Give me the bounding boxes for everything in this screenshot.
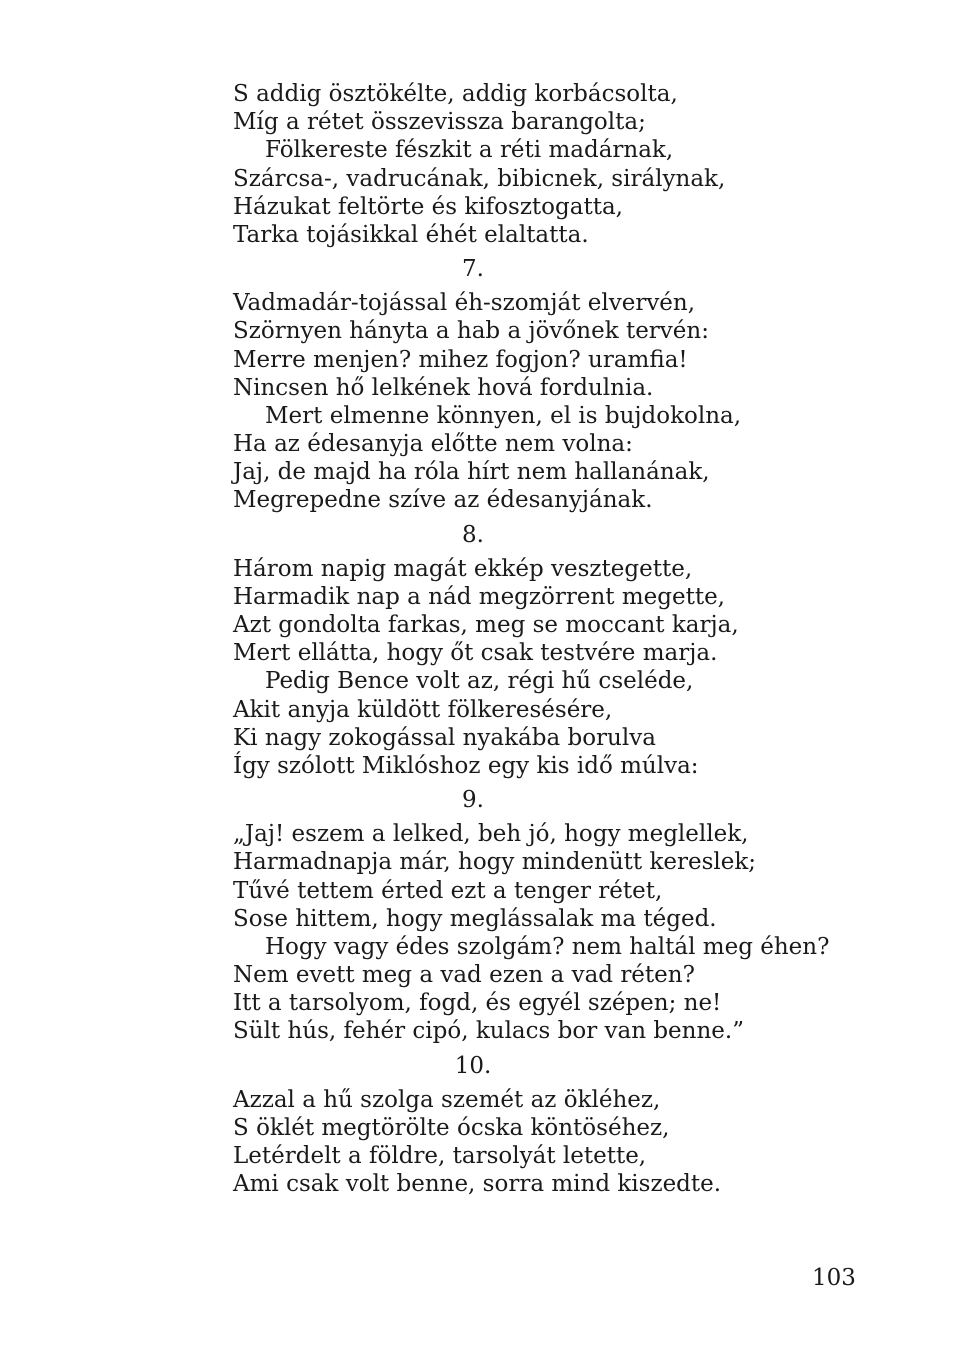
- verse-line: Ha az édesanyja előtte nem volna:: [233, 431, 633, 458]
- verse-line: Míg a rétet összevissza barangolta;: [233, 109, 646, 136]
- verse-line: Jaj, de majd ha róla hírt nem hallanának,: [233, 459, 710, 486]
- verse-line: Megrepedne szíve az édesanyjának.: [233, 487, 653, 514]
- verse-line: Ami csak volt benne, sorra mind kiszedte.: [233, 1171, 722, 1198]
- verse-line: Letérdelt a földre, tarsolyát letette,: [233, 1143, 647, 1169]
- verse-line: Tűvé tettem érted ezt a tenger rétet,: [233, 877, 663, 904]
- stanza-number: 8.: [462, 521, 484, 548]
- stanza: [233, 1086, 873, 1199]
- verse-line: S addig ösztökélte, addig korbácsolta,: [233, 81, 678, 107]
- verse-line: Házukat feltörte és kifosztogatta,: [233, 193, 623, 220]
- verse-line: Szárcsa-, vadrucának, bibicnek, sirálynak,: [233, 165, 726, 192]
- verse-line: Harmadnapja már, hogy mindenütt kereslek;: [233, 849, 757, 876]
- verse-line: Vadmadár-tojással éh-szomját elvervén,: [233, 290, 696, 317]
- verse-line: Mert elmenne könnyen, el is bujdokolna,: [265, 402, 742, 429]
- verse-line: Hogy vagy édes szolgám? nem haltál meg éhen?: [265, 933, 830, 960]
- verse-line: Merre menjen? mihez fogjon? uramfia!: [233, 346, 688, 373]
- stanza-number: 10.: [454, 1052, 492, 1079]
- verse-line: S öklét megtörölte ócska köntöséhez,: [233, 1114, 670, 1141]
- stanza-number: 9.: [462, 787, 484, 814]
- verse-line: Nem evett meg a vad ezen a vad réten?: [233, 962, 695, 989]
- verse-line: Tarka tojásikkal éhét elaltatta.: [233, 221, 589, 248]
- stanza: [233, 555, 873, 781]
- verse-line: Szörnyen hányta a hab a jövőnek tervén:: [233, 318, 709, 345]
- verse-line: Akit anyja küldött fölkeresésére,: [233, 696, 613, 723]
- verse-line: Sült hús, fehér cipó, kulacs bor van benne.”: [233, 1018, 744, 1045]
- verse-line: Ki nagy zokogással nyakába borulva: [233, 724, 656, 751]
- verse-line: Fölkereste fészkit a réti madárnak,: [265, 137, 674, 164]
- verse-line: Három napig magát ekkép vesztegette,: [233, 555, 693, 582]
- verse-line: Nincsen hő lelkének hová fordulnia.: [233, 374, 654, 401]
- verse-line: „Jaj! eszem a lelked, beh jó, hogy meglellek,: [233, 821, 749, 848]
- page-number: 103: [812, 1265, 856, 1291]
- verse-line: Itt a tarsolyom, fogd, és egyél szépen; ne!: [233, 990, 722, 1017]
- verse-line: Sose hittem, hogy meglássalak ma téged.: [233, 905, 717, 932]
- verse-line: Pedig Bence volt az, régi hű cseléde,: [265, 668, 694, 695]
- verse-line: Így szólott Miklóshoz egy kis idő múlva:: [233, 752, 699, 779]
- verse-line: Harmadik nap a nád megzörrent megette,: [233, 583, 725, 610]
- verse-line: Azt gondolta farkas, meg se moccant karja,: [233, 612, 739, 638]
- stanza: [233, 820, 873, 1046]
- stanza: [233, 80, 873, 249]
- verse-line: Azzal a hű szolga szemét az ökléhez,: [233, 1086, 661, 1113]
- verse-line: Mert ellátta, hogy őt csak testvére marja.: [233, 640, 718, 667]
- poem-text: [233, 80, 873, 1204]
- stanza: [233, 289, 873, 515]
- stanza-number: 7.: [462, 256, 484, 283]
